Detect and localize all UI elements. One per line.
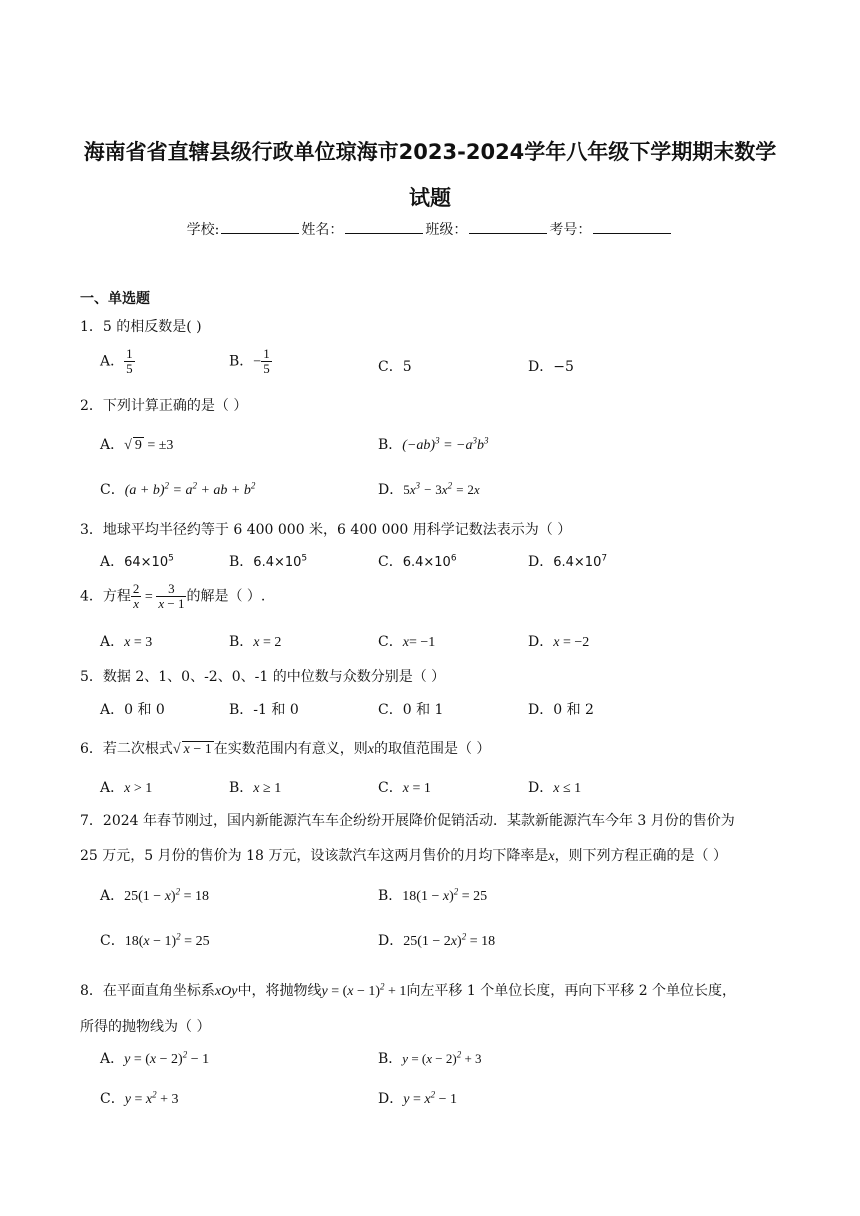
question-2-option-d: D．$5x^3 - 3x^2 = 2x$: [378, 480, 480, 498]
class-blank[interactable]: [469, 220, 547, 234]
question-6-option-d: D．x ≤ 1: [528, 780, 582, 796]
question-2-option-c: C．$(a + b)^2 = a^2$ + ab + $b^2$: [100, 480, 256, 498]
question-3-stem: 3．地球平均半径约等于 6 400 000 米，6 400 000 用科学记数法表示为（ ）: [80, 522, 572, 538]
question-3-option-d: D．$6.4\times 10^7$: [528, 553, 608, 570]
exam-title-line1: 海南省省直辖县级行政单位琼海市2023-2024学年八年级下学期期末数学: [83, 140, 777, 164]
question-1-option-a: A． $\frac{1}{5}$: [100, 346, 133, 376]
question-2-option-b: B．$(-ab)^3 = -a^3b^3$: [378, 435, 489, 453]
question-2-stem: 2．下列计算正确的是（ ）: [80, 398, 248, 414]
question-2-option-a: A．√ 9 = ±3: [100, 437, 174, 453]
question-1-stem: 1．5 的相反数是( ): [80, 319, 202, 335]
question-3-option-b: B．$6.4\times 10^5$: [229, 553, 308, 570]
question-1-option-c: C．5: [378, 359, 412, 375]
question-3-option-a: A．$64\times 10^5$: [100, 553, 174, 570]
id-blank[interactable]: [593, 220, 671, 234]
question-4-stem: 4．方程 $\frac{2}{x}$ = $\frac{3}{x - 1}$ 的解是（ ）.: [80, 581, 266, 611]
question-5-option-d: D．0 和 2: [528, 702, 594, 718]
question-8-stem-line2: 所得的抛物线为（ ）: [80, 1019, 211, 1035]
question-5-option-b: B．-1 和 0: [229, 702, 299, 718]
student-info-line: [0, 219, 860, 239]
question-8-option-c: C．$y = x^2 + 3$: [100, 1089, 179, 1107]
name-blank[interactable]: [345, 220, 423, 234]
question-6-option-a: A．x > 1: [100, 780, 153, 796]
question-8-option-a: A．$y = (x - 2)^2 - 1$: [100, 1049, 210, 1067]
question-7-stem-line1: 7．2024 年春节刚过，国内新能源汽车车企纷纷开展降价促销活动．某款新能源汽车今年 3 月份的售价为: [80, 813, 735, 829]
question-8-option-d: D．$y = x^2 - 1$: [378, 1089, 457, 1107]
class-label: 班级：: [425, 222, 468, 238]
question-5-option-a: A．0 和 0: [100, 702, 165, 718]
question-7-option-c: C．$18(x - 1)^2 = 25$: [100, 931, 210, 949]
question-8-stem-line1: 8．在平面直角坐标系xOy中，将抛物线$y = (x - 1)^2 + 1$向左平移 1 个单位长度，再向下平移 2 个单位长度，: [80, 981, 737, 999]
question-5-stem: 5．数据 2、1、0、-2、0、-1 的中位数与众数分别是（ ）: [80, 669, 446, 685]
school-label: 学校:: [186, 222, 220, 238]
question-6-option-b: B．x ≥ 1: [229, 780, 282, 796]
question-3-option-c: C．$6.4\times 10^6$: [378, 553, 457, 570]
question-6-stem: 6．若二次根式√ x − 1 在实数范围内有意义，则x的取值范围是（ ）: [80, 741, 491, 757]
id-label: 考号：: [549, 222, 592, 238]
question-1-option-d: D．−5: [528, 359, 574, 375]
question-7-option-a: A．$25(1 - x)^2 = 18$: [100, 886, 209, 904]
question-5-option-c: C．0 和 1: [378, 702, 444, 718]
question-7-option-d: D．$25(1 - 2x)^2 = 18$: [378, 931, 496, 949]
question-7-stem-line2: 25 万元，5 月份的售价为 18 万元，设该款汽车这两月售价的月均下降率是x，则下列方程正确的是（ ）: [80, 848, 728, 864]
section-heading: 一、单选题: [80, 291, 150, 307]
name-label: 姓名：: [301, 222, 344, 238]
question-4-option-b: B．x = 2: [229, 634, 282, 650]
question-8-option-b: B．$y = (x - 2)^2 + 3$: [378, 1049, 482, 1067]
question-4-option-c: C．x= −1: [378, 634, 436, 650]
school-blank[interactable]: [221, 220, 299, 234]
question-7-option-b: B．$18(1 - x)^2 = 25$: [378, 886, 488, 904]
question-1-option-b: B．− $\frac{1}{5}$: [229, 346, 270, 376]
exam-title-line2: 试题: [409, 186, 451, 210]
question-6-option-c: C．x = 1: [378, 780, 431, 796]
question-4-option-d: D．x = −2: [528, 634, 590, 650]
question-4-option-a: A．x = 3: [100, 634, 153, 650]
